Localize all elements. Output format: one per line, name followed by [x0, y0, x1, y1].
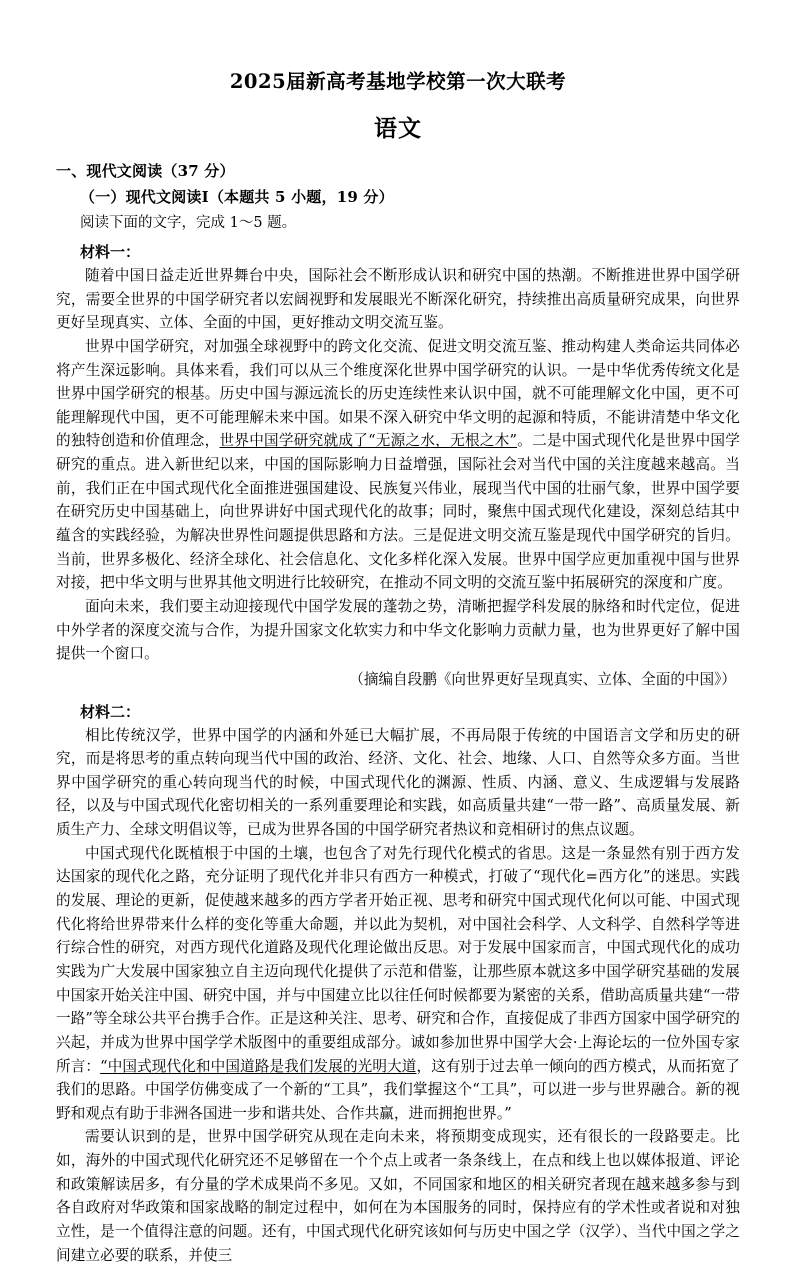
paragraph: 随着中国日益走近世界舞台中央，国际社会不断形成认识和研究中国的热潮。不断推进世界中国学研究，需要全世界的中国学研究者以宏阔视野和发展眼光不断深化研究，持续推出高质量研究成果，向世界更好呈现真实、立体、全面的中国，更好推动文明交流互鉴。 [56, 267, 740, 332]
paragraph-part: ，这有别于过去单一倾向的西方模式，从而拓宽了我们的思路。中国学仿佛变成了一个新的“工具”，我们掌握这个“工具”，可以进一步与世界融合。新的视野和观点有助于非洲各国进一步和谐共处、合作共赢，进而拥抱世界。” [56, 1057, 740, 1122]
subject-title: 语文 [374, 115, 422, 142]
material-two-label: 材料二： [80, 702, 141, 721]
paragraph [56, 335, 740, 595]
reading-instruction: 阅读下面的文字，完成 1～5 题。 [80, 215, 297, 231]
page-title: 2025届新高考基地学校第一次大联考 [229, 70, 567, 93]
material-one-body [56, 264, 740, 692]
material-one-label: 材料一： [80, 243, 141, 261]
source-attribution: （摘编自段鹏《向世界更好呈现真实、立体、全面的中国》） [349, 670, 736, 688]
underlined-phrase: 世界中国学研究就成了“无源之水，无根之木” [219, 432, 518, 450]
material-two-body [56, 724, 740, 1267]
section-heading: 一、现代文阅读（37 分） [56, 162, 235, 180]
paragraph [56, 842, 740, 1126]
paragraph: 面向未来，我们要主动迎接现代中国学发展的蓬勃之势，清晰把握学科发展的脉络和时代定位，促进中外学者的深度交流与合作，为提升国家文化软实力和中华文化影响力贡献力量，也为世界更好了解中国提供一个窗口。 [56, 597, 740, 663]
paragraph-part: 中国式现代化既植根于中国的土壤，也包含了对先行现代化模式的省思。这是一条显然有别于西方发达国家的现代化之路，充分证明了现代化并非只有西方一种模式，打破了“现代化=西方化”的迷思。实践的发展、理论的更新，促使越来越多的西方学者开始正视、思考和研究中国式现代化何以可能、中国式现代化将给世界带来什么样的变化等重大命题，并以此为契机，对中国社会科学、人文科学、自然科学等进行综合性的研究，对西方现代化道路及现代化理论做出反思。对于发展中国家而言，中国式现代化的成功实践为广大发展中国家独立自主迈向现代化提供了示范和借鉴，让那些原本就这多中国学研究基础的发展中国家开始关注中国、研究中国，并与中国建立比以往任何时候都要为紧密的关系，借助高质量共建“一带一路”等全球公共平台携手合作。正是这种关注、思考、研究和合作，直接促成了非西方国家中国学研究的兴起，并成为世界中国学学术版图中的重要组成部分。诚如参加世界中国学大会·上海论坛的一位外国专家所言： [56, 844, 740, 1075]
sub-section-heading: （一）现代文阅读Ⅰ（本题共 5 小题，19 分） [80, 188, 394, 206]
paragraph-part: 。二是中国式现代化是世界中国学研究的重点。进入新世纪以来，中国的国际影响力日益增强，国际社会对当代中国的关注度越来越高。当前，我们正在中国式现代化全面推进强国建设、民族复兴伟业，展现当代中国的壮丽气象，世界中国学要在研究历史中国基础上，向世界讲好中国式现代化的故事；同时，聚焦中国式现代化建设，深刻总结其中蕴含的实践经验，为解决世界性问题提供思路和方法。三是促进文明交流互鉴是现代中国学研究的旨归。当前，世界多极化、经济全球化、社会信息化、文化多样化深入发展。世界中国学应更加重视中国与世界对接，把中华文明与世界其他文明进行比较研究，在推动不同文明的交流互鉴中拓展研究的深度和广度。 [56, 432, 740, 592]
paragraph-part: 世界中国学研究，对加强全球视野中的跨文化交流、促进文明交流互鉴、推动构建人类命运共同体必将产生深远影响。具体来看，我们可以从三个维度深化世界中国学研究的认识。一是中华优秀传统文化是世界中国学研究的根基。历史中国与源远流长的历史连续性来认识中国，就不可能理解文化中国，更不可能理解现代中国，更不可能理解未来中国。如果不深入研究中华文明的起源和特质，不能讲清楚中华文化的独特创造和价值理念， [56, 337, 740, 450]
underlined-phrase: “中国式现代化和中国道路是我们发展的光明大道 [100, 1057, 417, 1075]
paragraph: 需要认识到的是，世界中国学研究从现在走向未来，将预期变成现实，还有很长的一段路要走。比如，海外的中国式现代化研究还不足够留在一个个点上或者一条条线上，在点和线上也以媒体报道、评论和政策解读居多，有分量的学术成果尚不多见。又如，不同国家和地区的相关研究者现在越来越多参与到各自政府对华政策和国家战略的制定过程中，如何在为本国服务的同时，保持应有的学术性或者说和对独立性，是一个值得注意的问题。还有，中国式现代化研究该如何与历史中国之学（汉学）、当代中国之学之间建立必要的联系，并使三 [56, 1128, 740, 1264]
paragraph: 相比传统汉学，世界中国学的内涵和外延已大幅扩展，不再局限于传统的中国语言文学和历史的研究，而是将思考的重点转向现当代中国的政治、经济、文化、社会、地缘、人口、自然等众多方面。当世界中国学研究的重心转向现当代的时候，中国式现代化的渊源、性质、内涵、意义、生成逻辑与发展路径，以及与中国式现代化密切相关的一系列重要理论和实践，如高质量共建“一带一路”、高质量发展、新质生产力、全球文明倡议等，已成为世界各国的中国学研究者热议和竞相研讨的焦点议题。 [56, 726, 740, 839]
